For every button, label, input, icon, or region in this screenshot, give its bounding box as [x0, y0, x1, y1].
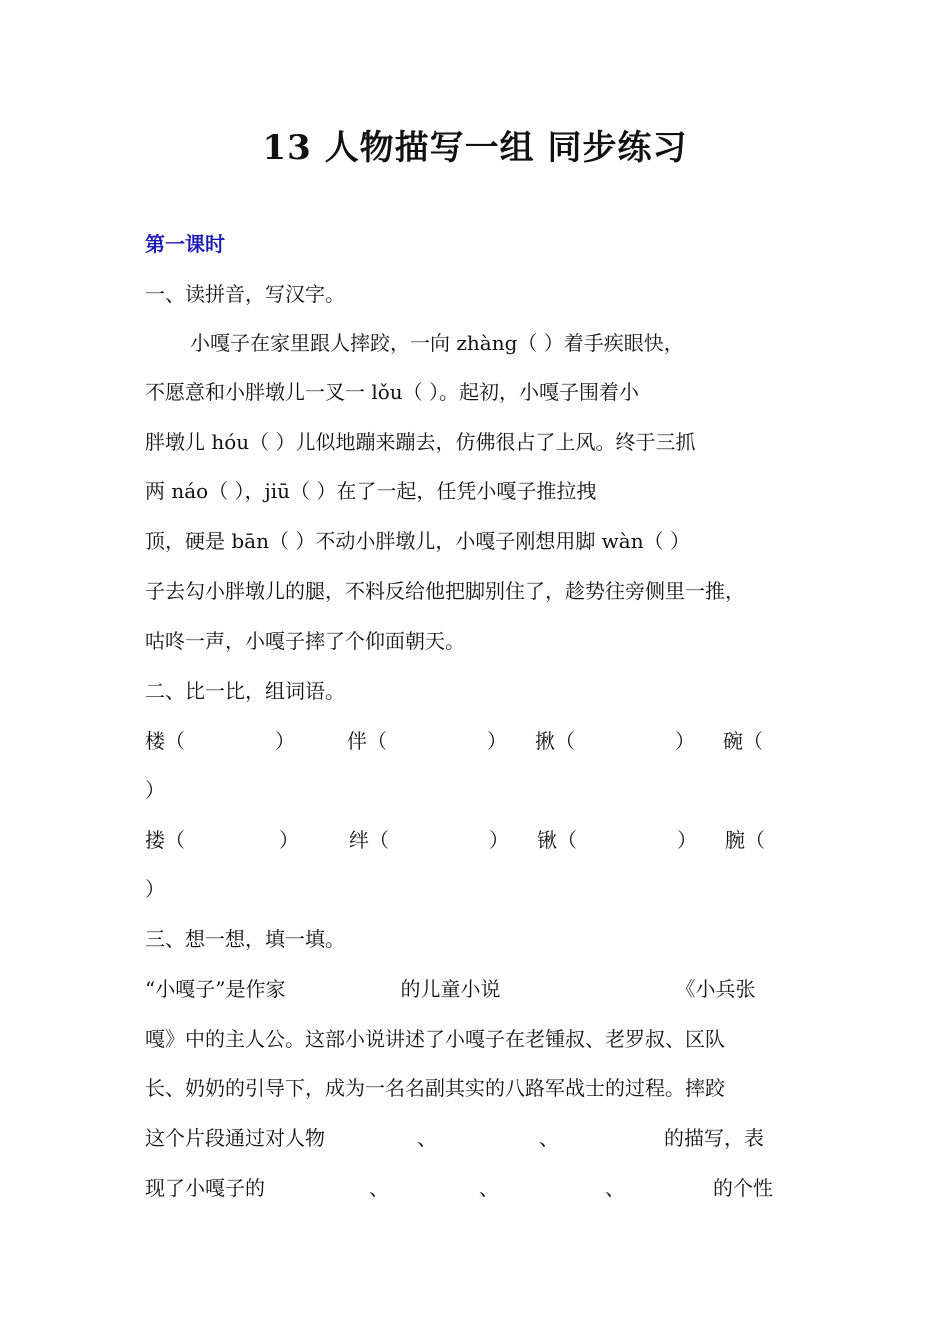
q1-line-2: 不愿意和小胖墩儿一叉一 lǒu（ ）。起初，小嘎子围着小	[145, 380, 640, 404]
word-pair-close: ）	[279, 828, 299, 852]
q3-text: 这个片段通过对人物	[145, 1126, 325, 1150]
word-pair-item: 绊（	[349, 828, 389, 852]
q3-text: 、	[539, 1126, 559, 1150]
q2-row-1	[145, 727, 763, 755]
word-pair-item: 碗（	[723, 729, 763, 753]
q1-line-4: 两 náo（ ），jiū（ ）在了一起，任凭小嘎子推拉拽	[145, 479, 597, 503]
q1-line-3: 胖墩儿 hóu（ ）儿似地蹦来蹦去，仿佛很占了上风。终于三抓	[145, 430, 696, 454]
q3-line-2: 嘎》中的主人公。这部小说讲述了小嘎子在老锺叔、老罗叔、区队	[145, 1027, 725, 1051]
word-pair-item: 伴（	[347, 729, 387, 753]
q1-line-1: 小嘎子在家里跟人摔跤，一向 zhàng（ ）着手疾眼快，	[190, 331, 684, 355]
page-title: 13 人物描写一组 同步练习	[262, 128, 688, 168]
word-pair-close: ）	[489, 828, 509, 852]
q2-row-1-end: ）	[145, 778, 165, 802]
word-pair-item: 腕（	[725, 828, 765, 852]
word-pair-item: 揪（	[535, 729, 575, 753]
word-pair-close: ）	[675, 729, 695, 753]
word-pair-close: ）	[487, 729, 507, 753]
lesson-label: 第一课时	[145, 232, 225, 256]
q2-row-2	[145, 826, 765, 854]
q3-text: 的个性	[713, 1176, 773, 1200]
word-pair-close: ）	[275, 729, 295, 753]
q1-line-7: 咕咚一声，小嘎子摔了个仰面朝天。	[145, 629, 465, 653]
q3-text: 《小兵张	[675, 977, 756, 1001]
q3-line-4	[145, 1124, 764, 1152]
q3-text: 、	[417, 1126, 437, 1150]
q3-text: 、	[605, 1176, 625, 1200]
q3-text: 、	[479, 1176, 499, 1200]
q3-text: 的描写，表	[664, 1126, 764, 1150]
section-heading-3: 三、想一想，填一填。	[145, 927, 345, 951]
section-heading-1: 一、读拼音，写汉字。	[145, 282, 345, 306]
q3-line-3: 长、奶奶的引导下，成为一名名副其实的八路军战士的过程。摔跤	[145, 1076, 725, 1100]
word-pair-close: ）	[677, 828, 697, 852]
q3-text: 现了小嘎子的	[145, 1176, 265, 1200]
q3-text: 的儿童小说	[400, 977, 501, 1001]
q1-line-6: 子去勾小胖墩儿的腿，不料反给他把脚别住了，趁势往旁侧里一推，	[145, 579, 745, 603]
word-pair-item: 搂（	[145, 828, 185, 852]
q3-line-1	[145, 975, 755, 1003]
word-pair-item: 楼（	[145, 729, 185, 753]
q3-text: “小嘎子”是作家	[145, 977, 286, 1001]
q3-text: 、	[369, 1176, 389, 1200]
word-pair-item: 锹（	[537, 828, 577, 852]
q3-line-5	[145, 1174, 773, 1202]
q1-line-5: 顶，硬是 bān（ ）不动小胖墩儿，小嘎子刚想用脚 wàn（ ）	[145, 529, 690, 553]
section-heading-2: 二、比一比，组词语。	[145, 679, 345, 703]
q2-row-2-end: ）	[145, 877, 165, 901]
